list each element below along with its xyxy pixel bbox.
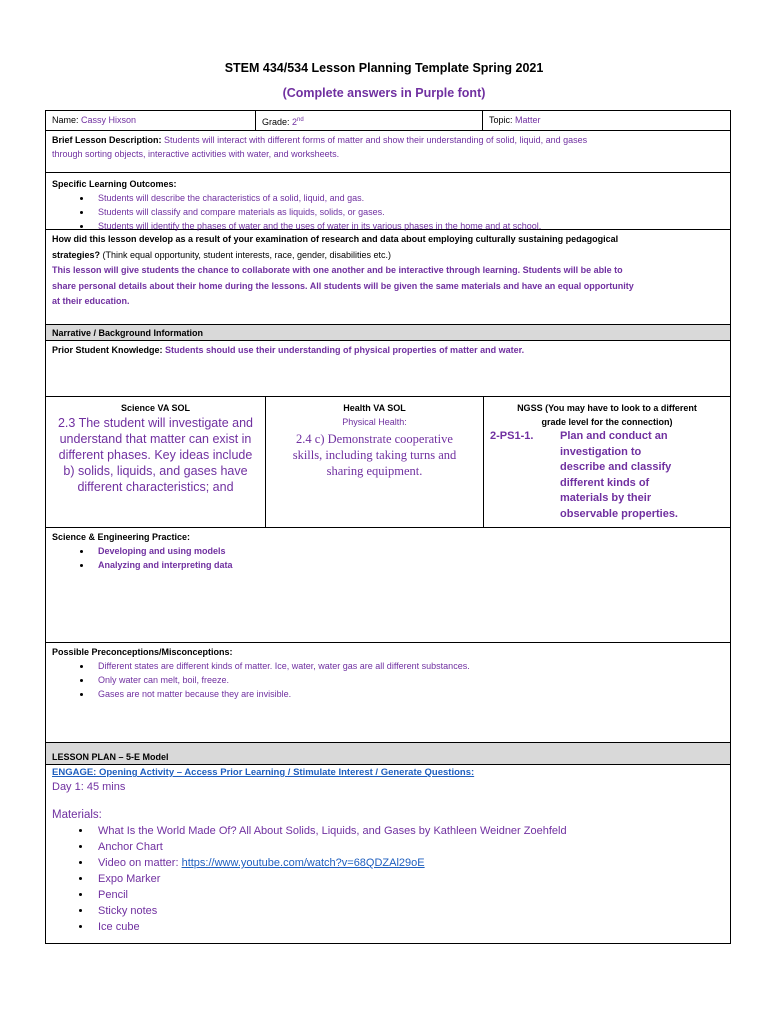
outcomes-list (52, 191, 724, 233)
topic-value: Matter (515, 115, 541, 125)
culture-answer-3: at their education. (52, 296, 130, 306)
name-cell (46, 111, 256, 130)
health-line: 2.4 c) Demonstrate cooperative (296, 432, 453, 446)
ngss-cell (484, 397, 730, 527)
health-sol-label: Health VA SOL (343, 403, 406, 413)
list-item: • Gases are not matter because they are invisible. (92, 687, 724, 701)
ngss-line: Plan and conduct an (560, 430, 668, 442)
list-item: • Sticky notes (92, 903, 724, 919)
science-sol-text (52, 415, 259, 495)
grade-label: Grade: (262, 117, 290, 127)
document-subtitle: (Complete answers in Purple font) (282, 86, 486, 100)
prior-knowledge-row (46, 341, 730, 397)
list-item: • Students will identify the phases of water and the uses of water in its various phases in the home and at school. (92, 219, 724, 233)
name-value: Cassy Hixson (81, 115, 137, 125)
engage-heading: ENGAGE: Opening Activity – Access Prior Learning / Stimulate Interest / Generate Questions: (52, 767, 475, 778)
culture-answer-2: share personal details about their home during the lessons. All students will be given the same materials and have an equal opportunity (52, 280, 634, 291)
science-sol-cell (46, 397, 266, 527)
list-item: • Only water can melt, boil, freeze. (92, 673, 724, 687)
topic-label: Topic: (489, 115, 513, 125)
lesson-plan-table (45, 110, 731, 944)
list-item: • Analyzing and interpreting data (92, 558, 724, 572)
lesson-plan-heading: LESSON PLAN – 5-E Model (46, 743, 730, 765)
list-item: • Students will describe the characteristics of a solid, liquid, and gas. (92, 191, 724, 205)
grade-suffix: nd (297, 117, 304, 123)
brief-description-row (46, 131, 730, 173)
ngss-label-1: NGSS (You may have to look to a different (517, 403, 697, 413)
science-line: different characteristics; and (77, 480, 234, 494)
science-sol-label: Science VA SOL (120, 403, 191, 413)
materials-label: Materials: (52, 809, 102, 821)
outcomes-row (46, 173, 730, 230)
brief-text-1: Students will interact with different forms of matter and show their understanding of solid, liquid, and gases (164, 135, 588, 145)
ngss-text (560, 429, 678, 522)
culture-row (46, 230, 730, 325)
list-item: • Expo Marker (92, 871, 724, 887)
materials-list (52, 823, 724, 935)
list-item: • Students will classify and compare materials as liquids, solids, or gases. (92, 205, 724, 219)
health-sol-text (272, 431, 477, 479)
culture-question-bold: strategies? (52, 249, 101, 260)
list-item (92, 855, 724, 871)
video-link[interactable]: https://www.youtube.com/watch?v=68QDZAl29oE (181, 857, 425, 869)
topic-cell (483, 111, 730, 130)
culture-question-1: How did this lesson develop as a result of your examination of research and data about employing culturally sustaining pedagogical (52, 234, 619, 244)
prior-label: Prior Student Knowledge: (52, 345, 163, 355)
science-line: different phases. Key ideas include (58, 448, 253, 462)
list-item: • Anchor Chart (92, 839, 724, 855)
health-line: sharing equipment. (326, 464, 423, 478)
misconceptions-list (52, 659, 724, 701)
practice-row (46, 528, 730, 643)
brief-label: Brief Lesson Description: (52, 135, 162, 145)
engage-day: Day 1: 45 mins (52, 781, 126, 793)
science-line: b) solids, liquids, and gases have (63, 464, 248, 478)
culture-question-rest: (Think equal opportunity, student interests, race, gender, disabilities etc.) (100, 249, 392, 260)
engage-row (46, 765, 730, 943)
list-item: • Ice cube (92, 919, 724, 935)
ngss-line: materials by their (560, 492, 652, 504)
ngss-line: investigation to (560, 445, 642, 458)
ngss-standard (490, 429, 724, 522)
list-item: • Developing and using models (92, 544, 724, 558)
narrative-heading: Narrative / Background Information (46, 325, 730, 341)
name-label: Name: (52, 115, 79, 125)
practice-label: Science & Engineering Practice: (52, 532, 191, 542)
health-sol-cell (266, 397, 484, 527)
ngss-line: describe and classify (560, 461, 672, 473)
list-item: • Pencil (92, 887, 724, 903)
misconceptions-label: Possible Preconceptions/Misconceptions: (52, 647, 233, 657)
misconceptions-row (46, 643, 730, 743)
culture-answer-1: This lesson will give students the chance to collaborate with one another and be interactive through learning. Students will be able to (52, 265, 623, 275)
practice-list (52, 544, 724, 572)
health-sol-sub: Physical Health: (342, 417, 407, 427)
list-item: • Different states are different kinds of matter. Ice, water, water gas are all different substances. (92, 659, 724, 673)
ngss-code: 2-PS1-1. (490, 430, 534, 442)
grade-value: 2 (292, 117, 298, 127)
grade-cell (256, 111, 483, 130)
ngss-label-2: grade level for the connection) (541, 417, 673, 427)
outcomes-label: Specific Learning Outcomes: (52, 179, 177, 189)
prior-text: Students should use their understanding of physical properties of matter and water. (165, 345, 525, 355)
info-row (46, 111, 730, 131)
document-title: STEM 434/534 Lesson Planning Template Spring 2021 (224, 61, 544, 75)
science-line: 2.3 The student will investigate and (57, 416, 254, 430)
list-item: • What Is the World Made Of? All About Solids, Liquids, and Gases by Kathleen Weidner Zoehfeld (92, 823, 724, 839)
standards-row (46, 397, 730, 528)
ngss-line: different kinds of (560, 476, 650, 489)
video-label: Video on matter: (98, 857, 182, 869)
ngss-line: observable properties. (560, 507, 678, 520)
science-line: understand that matter can exist in (59, 432, 252, 446)
brief-text-2: through sorting objects, interactive activities with water, and worksheets. (52, 149, 340, 159)
health-line: skills, including taking turns and (292, 448, 457, 462)
